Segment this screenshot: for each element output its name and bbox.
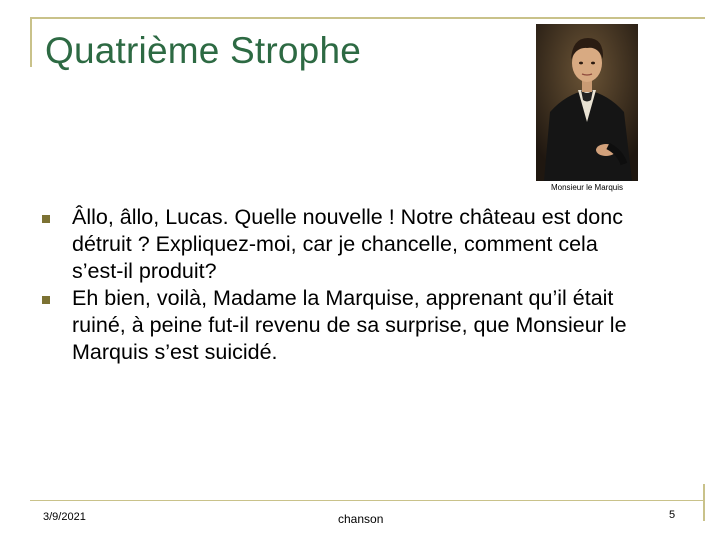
bullet-item (40, 204, 640, 285)
bullet-text: Eh bien, voilà, Madame la Marquise, apprenant qu’il était ruiné, à peine fut-il revenu de sa surprise, que Monsieur le Marquis s’est suicidé. (72, 286, 627, 364)
footer-date: 3/9/2021 (43, 511, 86, 523)
square-bullet-icon (42, 296, 50, 304)
image-caption: Monsieur le Marquis (550, 183, 624, 192)
footer-title: chanson (338, 512, 384, 526)
bullet-list (40, 204, 640, 366)
frame-bottom-line (30, 500, 705, 501)
square-bullet-icon (42, 215, 50, 223)
slide-title: Quatrième Strophe (45, 30, 362, 71)
frame-top-line (30, 17, 705, 19)
bullet-text: Âllo, âllo, Lucas. Quelle nouvelle ! Notre château est donc détruit ? Expliquez-moi, car je chancelle, comment cela s’est-il produit? (72, 205, 623, 283)
frame-left-line (30, 17, 32, 67)
page-number: 5 (669, 509, 676, 521)
portrait-illustration (536, 24, 638, 181)
frame-right-line (703, 484, 705, 521)
marquis-portrait-image (536, 24, 638, 181)
bullet-item (40, 285, 640, 366)
